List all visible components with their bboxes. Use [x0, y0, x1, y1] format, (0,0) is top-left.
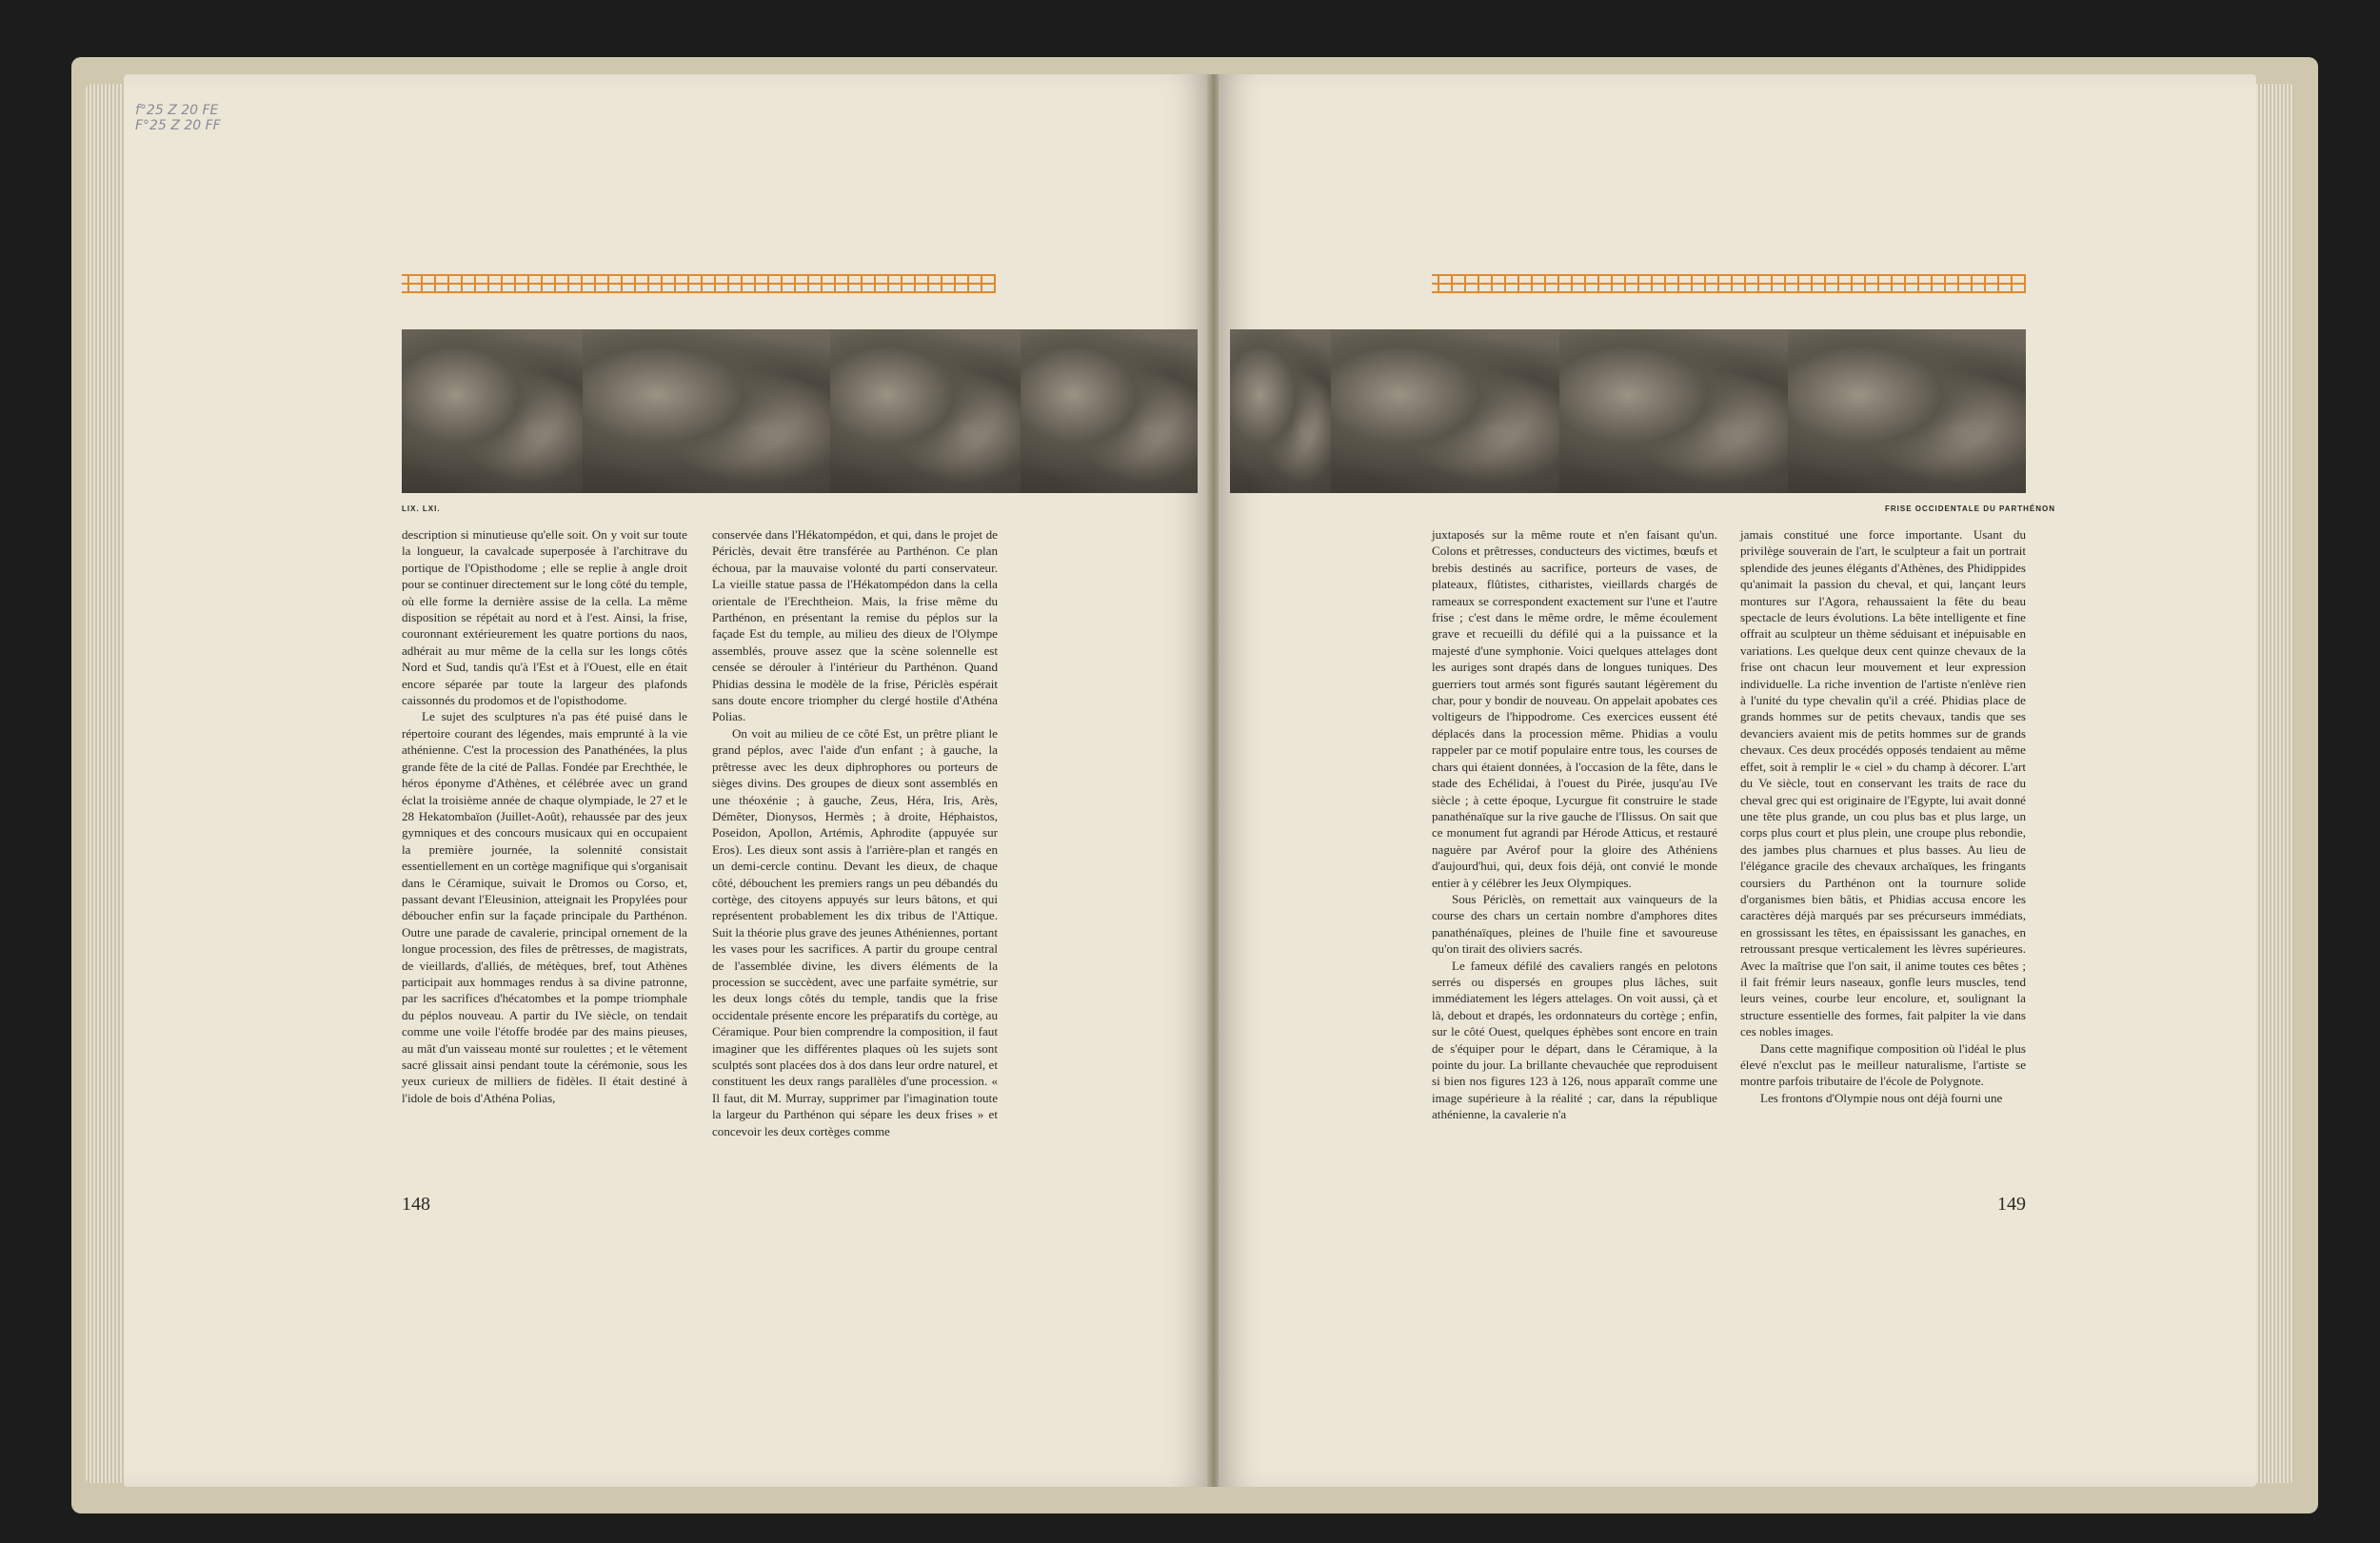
paragraph: Dans cette magnifique composition où l'idéal le plus élevé n'exclut pas le meilleur naturalisme, l'artiste se montre parfois tributaire de l'école de Polygnote.	[1740, 1040, 2026, 1089]
page-number: 149	[1997, 1194, 2026, 1215]
paragraph: Sous Périclès, on remettait aux vainqueurs de la course des chars un certain nombre d'amphores dites panathénaïques, pleines de l'huile fine et savoureuse qu'on tirait des oliviers sacrés.	[1432, 891, 1717, 957]
page-number: 148	[402, 1194, 430, 1215]
paragraph: Les frontons d'Olympie nous ont déjà fourni une	[1759, 1090, 2003, 1105]
text-column	[712, 526, 998, 1139]
paragraph: On voit au milieu de ce côté Est, un prêtre pliant le grand péplos, avec l'aide d'un enfant ; à gauche, la prêtresse avec les deux diphrophores ou porteurs de sièges divins. Des groupes de dieux sont assemblés en une théoxénie ; à gauche, Zeus, Héra, Iris, Arès, Démêter, Dionysos, Hermès ; à droite, Héphaistos, Poseidon, Apollon, Artémis, Aphrodite (appuyée sur Eros). Les dieux sont assis à l'arrière-plan et rangés en un demi-cercle continu. Devant les dieux, de chaque côté, débouchent les premiers rangs un peu débandés du cortège, des citoyens appuyés sur leurs bâtons, et qui représentent probablement les dix tribus de l'Attique. Suit la théorie plus grave des jeunes Athéniennes, portant les vases pour les sacrifices. A partir du groupe central de l'assemblée divine, les divers éléments de la procession se succèdent, avec une parfaite symétrie, sur les deux longs côtés du temple, tandis que la frise occidentale présente encore les préparatifs du cortège, au Céramique. Pour bien comprendre la composition, il faut imaginer que les différentes plaques où les sujets sont sculptés sont placées dos à dos dans leur ordre naturel, et constituent les deux rangs parallèles d'une procession. « Il faut, dit M. Murray, supprimer par l'imagination toute la largeur du Parthénon qui sépare les deux frises » et concevoir les deux cortèges comme	[712, 725, 998, 1138]
paragraph: conservée dans l'Hékatompédon, et qui, dans le projet de Périclès, devait être transférée au Parthénon. Ce plan échoua, par la mauvaise volonté du parti conservateur. La vieille statue passa de l'Hékatompédon dans la cella orientale de l'Erechtheion. Mais, la frise même du Parthénon, en présentant la remise du péplos sur la façade Est du temple, au milieu des dieux de l'Olympe assemblés, prouve assez que la scène solennelle est censée se dérouler à l'intérieur du Parthénon. Quand Phidias dessina le modèle de la frise, Périclès espérait sans doute encore triompher du clergé hostile d'Athéna Polias.	[712, 527, 998, 724]
pencil-shelfmark	[135, 103, 221, 133]
frieze-slab	[1788, 329, 2026, 493]
greek-key-ornament	[402, 274, 996, 293]
pencil-note: F°25 Z 20 FF	[135, 118, 221, 133]
frieze-slab	[1021, 329, 1198, 493]
paragraph: jamais constitué une force importante. Usant du privilège souverain de l'art, le sculpteur a fait un portrait splendide des jeunes élégants d'Athènes, des Phidippides qu'animait la passion du cheval, et qui, lançant leurs montures sur l'Agora, rehaussaient la fête du beau spectacle de leurs évolutions. La bête intelligente et fine offrait au sculpteur un thème séduisant et inépuisable en variations. Les quelque deux cent quinze chevaux de la frise ont chacun leur mouvement et leur expression individuelle. La riche invention de l'artiste n'enlève rien à l'unité du type chevalin qu'il a créé. Phidias place de grands hommes sur de petits chevaux, tandis que ses devanciers avaient mis de petits hommes sur de grands chevaux. Ces deux procédés opposés tendaient au même effet, soit à remplir le « ciel » du champ à décorer. L'art du Ve siècle, tout en conservant les traits de race du cheval grec qui est originaire de l'Egypte, lui avait donné une tête plus grande, un cou plus bas et plus large, un corps plus court et plus plein, une croupe plus rebondie, des jambes plus charnues et plus basses. Au lieu de l'élégance gracile des chevaux archaïques, les fringants coursiers du Parthénon ont la tournure solide d'organismes bien bâtis, et Phidias accusa encore les caractères déjà marqués par ses précurseurs immédiats, en grossissant les têtes, en épaississant les ganaches, en retroussant presque verticalement les lèvres supérieures. Avec la maîtrise que l'on sait, il anime toutes ces bêtes ; il fait frémir leurs naseaux, gonfle leurs muscles, tend leurs veines, courbe leur encolure, et, soulignant la structure essentielle des formes, fait palpiter la vie dans ces nobles images.	[1740, 527, 2026, 1039]
pencil-note: f°25 Z 20 FE	[135, 103, 219, 118]
frieze-plate-right	[1230, 329, 2026, 493]
frieze-slab	[402, 329, 585, 493]
plate-caption: FRISE OCCIDENTALE DU PARTHÉNON	[1885, 504, 2056, 513]
text-column	[1740, 526, 2026, 1106]
text-column	[402, 526, 687, 1106]
paragraph: Le fameux défilé des cavaliers rangés en pelotons serrés ou dispersés en groupes plus lâches, suit immédiatement les légers attelages. On voit aussi, çà et là, debout et drapés, les ordonnateurs du cortège ; enfin, sur le côté Ouest, quelques éphèbes sont encore en train de s'équiper pour le départ, dans le Céramique, à la pointe du jour. La brillante chevauchée que reproduisent si bien nos figures 123 à 126, nous apparaît comme une image supérieure à la réalité ; car, dans la république athénienne, la cavalerie n'a	[1432, 958, 1717, 1122]
paragraph: Le sujet des sculptures n'a pas été puisé dans le répertoire courant des légendes, mais emprunté à la vie athénienne. C'est la procession des Panathénées, la plus grande fête de la cité de Pallas. Fondée par Erechthée, le héros éponyme d'Athènes, et célébrée avec un grand éclat la troisième année de chaque olympiade, le 27 et le 28 Hekatombaïon (Juillet-Août), rehaussée par des jeux gymniques et des concours musicaux qui en occupaient la première journée, la solennité consistait essentiellement en un cortège magnifique qui s'organisait dans le Céramique, suivait le Dromos ou Corso, et, passant devant l'Eleusinion, atteignait les Propylées pour déboucher enfin sur la façade principale du Parthénon. Outre une parade de cavalerie, principal ornement de la longue procession, des files de prêtresses, de magistrats, de vieillards, d'alliés, de métèques, bref, tout Athènes participait aux hommages rendus à sa divine patronne, par les sacrifices d'hécatombes et la pompe triomphale du péplos nouveau. A partir du IVe siècle, on tendait comme une voile l'étoffe brodée par des mains pieuses, au mât d'un vaisseau monté sur roulettes ; et le vêtement sacré glissait ainsi pendant toute la cérémonie, sous les yeux curieux de milliers de fidèles. Il était destiné à l'idole de bois d'Athéna Polias,	[402, 709, 687, 1105]
plate-caption: LIX. LXI.	[402, 504, 441, 513]
paragraph: description si minutieuse qu'elle soit. On y voit sur toute la longueur, la cavalcade superposée à l'architrave du portique de l'Opisthodome ; elle se replie à angle droit pour se continuer directement sur le long côté du temple, où elle forme la dernière assise de la cella. La même disposition se répétait au nord et à l'est. Ainsi, la frise, couronnant extérieurement les quatre portions du naos, adhérait au mur même de la cella sur les longs côtés Nord et Sud, tandis qu'à l'Est et à l'Ouest, elle en était encore séparée par toute la largeur des plafonds caissonnés du prodomos et de l'opisthodome.	[402, 527, 687, 708]
right-page-edges	[2256, 84, 2294, 1483]
frieze-slab	[1331, 329, 1561, 493]
text-column	[1432, 526, 1717, 1123]
frieze-slab	[1230, 329, 1333, 493]
frieze-slab	[1559, 329, 1790, 493]
frieze-plate-left	[402, 329, 1198, 493]
frieze-slab	[830, 329, 1022, 493]
left-page-edges	[86, 84, 124, 1483]
greek-key-ornament	[1432, 274, 2026, 293]
paragraph: juxtaposés sur la même route et n'en faisant qu'un. Colons et prêtresses, conducteurs des victimes, bœufs et brebis destinés au sacrifice, porteurs de vases, de plateaux, flûtistes, citharistes, vieillards chargés de rameaux se correspondent exactement sur l'une et l'autre frise ; c'est dans le même ordre, le même écoulement grave et recueilli du défilé qui a la puissance et la majesté d'une symphonie. Voici quelques attelages dont les auriges sont drapés dans de longues tuniques. Des guerriers tout armés sont figurés sautant légèrement du char, pour y bondir de nouveau. On appelait apobates ces voltigeurs de l'hippodrome. Ces exercices eussent été déplacés dans la procession même. Phidias a voulu rappeler par ce motif populaire entre tous, les courses de chars qui étaient données, à l'occasion de la fête, dans le stade des Echélidai, à l'ouest du Pirée, jusqu'au IVe siècle ; à cette époque, Lycurgue fit construire le stade panathénaïque sur la rive gauche de l'Ilissus. On sait que ce monument fut agrandi par Hérode Atticus, et restauré naguère par Avérof pour la gloire des Athéniens d'aujourd'hui, qui, deux fois déjà, ont convié le monde entier à y célébrer les Jeux Olympiques.	[1432, 527, 1717, 890]
frieze-slab	[583, 329, 832, 493]
